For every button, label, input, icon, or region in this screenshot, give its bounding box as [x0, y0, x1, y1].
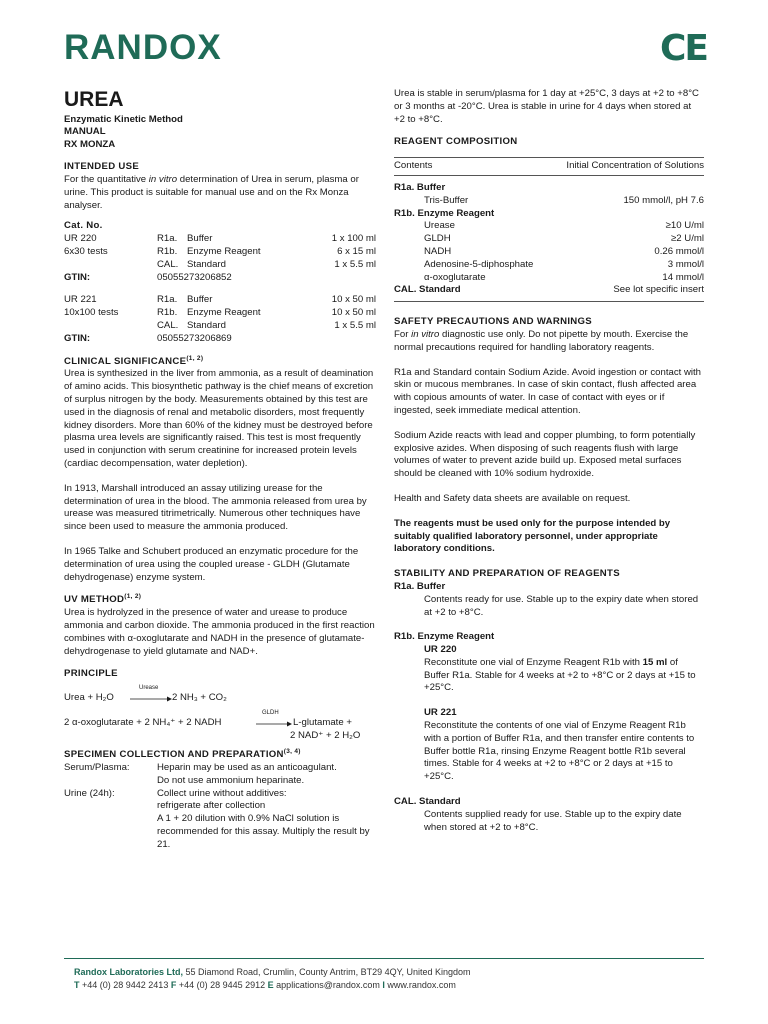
footer-contacts: T +44 (0) 28 9442 2413 F +44 (0) 28 9445 2912 E applications@randox.com I www.randox.com — [74, 979, 456, 990]
safety-para-2: R1a and Standard contain Sodium Azide. Avoid ingestion or contact with skin or mucous membranes. In case of skin contact, flush affected area with copious amounts of water. In case of contact with eyes or if ingested, seek immediate medical attention. — [394, 366, 702, 416]
specimen-heading: SPECIMEN COLLECTION AND PREPARATION$^{(3, 4)}$ — [64, 747, 301, 761]
clinical-heading: CLINICAL SIGNIFICANCE$^{(1, 2)}$ — [64, 354, 204, 367]
equation-2: 2 α-oxoglutarate + 2 NH₄⁺ + 2 NADH GLDH L-glutamate + 2 NAD⁺ + 2 H₂O — [64, 710, 361, 742]
safety-para-1: For in vitro diagnostic use only. Do not pipette by mouth. Exercise the normal precautions required for handling laboratory reagents. — [394, 328, 689, 353]
doc-subtitle-analyser: RX MONZA — [64, 138, 116, 150]
safety-para-4: Health and Safety data sheets are available on request. — [394, 492, 631, 504]
doc-subtitle-manual: MANUAL — [64, 126, 106, 138]
safety-bold-warning: The reagents must be used only for the purpose intended by suitably qualified laboratory personnel, under appropriate laboratory conditions. — [394, 517, 671, 555]
stability-r1a-text: Contents ready for use. Stable up to the expiry date when stored at +2 to +8°C. — [424, 593, 699, 618]
doc-title: UREA — [64, 88, 124, 111]
catalog-row: 6x30 tests R1b. Enzyme Reagent 6 x 15 ml — [64, 246, 376, 257]
stability-r1b-label: R1b. Enzyme Reagent — [394, 631, 495, 643]
stability-ur221-label: UR 221 — [424, 707, 457, 719]
composition-item: NADH 0.26 mmol/l — [424, 245, 704, 257]
principle-heading: PRINCIPLE — [64, 668, 118, 680]
ce-mark: CE — [660, 28, 708, 69]
composition-item: GLDH ≥2 U/ml — [424, 233, 704, 245]
catalog-row: CAL. Standard 1 x 5.5 ml — [157, 319, 376, 331]
intended-use-heading: INTENDED USE — [64, 161, 140, 173]
composition-heading: REAGENT COMPOSITION — [394, 136, 518, 148]
footer-address: Randox Laboratories Ltd, 55 Diamond Road, Crumlin, County Antrim, BT29 4QY, United Kingdom — [74, 967, 471, 977]
footer — [74, 966, 714, 991]
left-column — [64, 88, 376, 851]
gtin-row: GTIN: 05055273206852 — [64, 271, 232, 283]
gtin-row: GTIN: 05055273206869 — [64, 332, 232, 344]
safety-heading: SAFETY PRECAUTIONS AND WARNINGS — [394, 316, 592, 328]
catalog-heading: Cat. No. — [64, 220, 103, 232]
reaction-arrow — [256, 721, 292, 727]
clinical-para-2: In 1913, Marshall introduced an assay utilizing urease for the determination of urea in the blood. The ammonia released from urea by urease was measured titrimetrically. Numerous other techniques have since been used to measure the ammonia produced. — [64, 482, 367, 533]
catalog-row: CAL. Standard 1 x 5.5 ml — [157, 258, 376, 270]
clinical-para-3: In 1965 Talke and Schubert produced an enzymatic procedure for the determination of urea using the coupled urease - GLDH (Glutamate dehydrogenase) enzyme system. — [64, 545, 359, 583]
composition-cal-row: CAL. Standard See lot specific insert — [394, 284, 704, 296]
randox-logo: RANDOX — [64, 28, 222, 67]
safety-para-3: Sodium Azide reacts with lead and copper plumbing, to form potentially explosive azides. When disposing of such reagents flush with large volumes of water to prevent azide build up. Exposed metal surfaces should be cleaned with 10% sodium hydroxide. — [394, 429, 696, 480]
doc-subtitle-method: Enzymatic Kinetic Method — [64, 114, 183, 125]
composition-item: Urease ≥10 U/ml — [424, 220, 704, 232]
catalog-row: 10x100 tests R1b. Enzyme Reagent 10 x 50 ml — [64, 307, 376, 319]
reaction-arrow — [130, 696, 172, 702]
stability-heading: STABILITY AND PREPARATION OF REAGENTS — [394, 568, 620, 580]
composition-item: Adenosine-5-diphosphate 3 mmol/l — [424, 258, 704, 270]
intended-use-text: For the quantitative in vitro determination of Urea in serum, plasma or urine. This product is suitable for manual use and on the Rx Monza analyser. — [64, 174, 359, 211]
stability-cal-text: Contents supplied ready for use. Stable up to the expiry date when stored at +2 to +8°C. — [424, 808, 682, 833]
composition-item: α-oxoglutarate 14 mmol/l — [424, 271, 704, 283]
stability-top-text: Urea is stable in serum/plasma for 1 day at +25°C, 3 days at +2 to +8°C or 3 months at -20°C. Urea is stable in urine for 4 days when stored at +2 to +8°C. — [394, 88, 699, 125]
catalog-row: UR 221 R1a. Buffer 10 x 50 ml — [64, 294, 376, 306]
right-column — [394, 88, 704, 834]
stability-r1a-label: R1a. Buffer — [394, 580, 446, 592]
catalog-group-ur221 — [64, 294, 376, 345]
footer-divider — [64, 958, 704, 959]
composition-r1a-label: R1a. Buffer — [394, 181, 446, 193]
specimen-serum: Serum/Plasma: Heparin may be used as an anticoagulant. Do not use ammonium heparinate. — [64, 761, 337, 786]
stability-ur220-text: Reconstitute one vial of Enzyme Reagent R1b with 15 ml of Buffer R1a. Stable for 4 weeks at +2 to +8°C or 2 days at +15 to +25°C. — [424, 656, 696, 694]
stability-ur221-text: Reconstitute the contents of one vial of Enzyme Reagent R1b with a portion of Buffer R1a, and then transfer entire contents to Buffer bottle R1a, rinsing Enzyme Reagent bottle R1b several times. Stable for 4 weeks at +2 to +8°C or 2 days at +15 to +25°C. — [424, 720, 695, 783]
composition-item: Tris-Buffer 150 mmol/l, pH 7.6 — [424, 194, 704, 206]
uv-heading: UV METHOD$^{(1, 2)}$ — [64, 593, 142, 606]
clinical-para-1: Urea is synthesized in the liver from ammonia, as a result of deamination of amino acids. This biosynthetic pathway is the chief means of excretion of surplus nitrogen by the body. Measurements obtained by this test are used in the diagnosis of renal and metabolic disorders, most frequently kidney disorders. More than 60% of the kidney must be destroyed before plasma urea levels are significantly raised. This test is most frequently used in conjunction with serum creatinine for increased protein levels (cardiac decompensation, water depletion). — [64, 368, 374, 469]
catalog-group-ur220 — [64, 233, 376, 284]
catalog-row: UR 220 R1a. Buffer 1 x 100 ml — [64, 233, 376, 245]
composition-r1b-label: R1b. Enzyme Reagent — [394, 207, 495, 219]
composition-header-row: Contents Initial Concentration of Solutions — [394, 160, 704, 172]
uv-text: Urea is hydrolyzed in the presence of water and urease to produce ammonia and carbon dioxide. The ammonia produced in the first reaction combines with α-oxoglutarate and NADH in the presence of glutamate-dehydrogenase to yield glutamate and NAD+. — [64, 607, 375, 657]
equation-1: Urea + H₂O Urease 2 NH₃ + CO₂ — [64, 685, 227, 704]
stability-cal-label: CAL. Standard — [394, 796, 461, 808]
specimen-urine: Urine (24h): Collect urine without additives: refrigerate after collection A 1 + 20 dilution with 0.9% NaCl solution is recommended for this assay. Multiply the result by 21. — [64, 787, 370, 850]
stability-ur220-label: UR 220 — [424, 644, 457, 656]
